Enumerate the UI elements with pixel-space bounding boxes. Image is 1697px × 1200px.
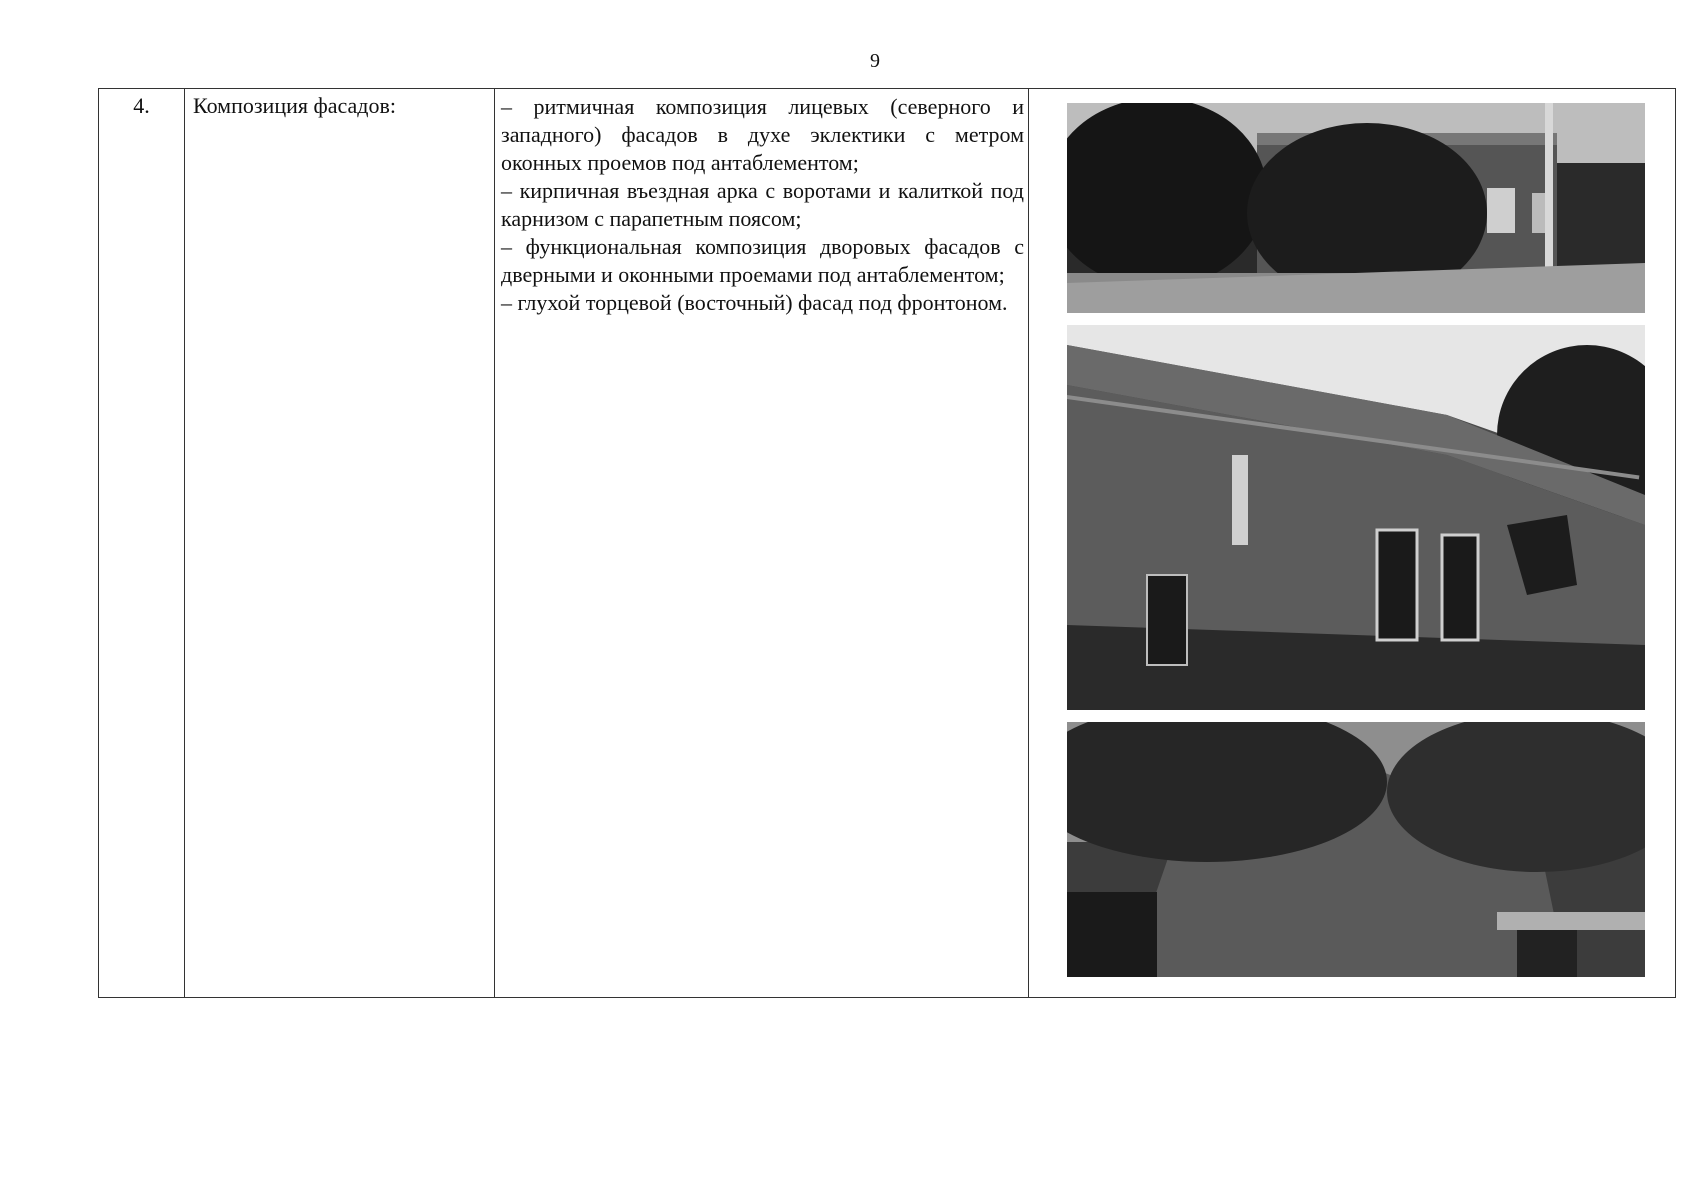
description-item: – ритмичная композиция лицевых (северного и западного) фасадов в духе эклектики с метром оконных проемов под антаблементом; bbox=[501, 94, 1024, 175]
description-item: – кирпичная въездная арка с воротами и калиткой под карнизом с парапетным поясом; bbox=[501, 178, 1024, 231]
facade-photo-courtyard bbox=[1067, 325, 1645, 710]
row-title: Композиция фасадов: bbox=[185, 89, 495, 998]
description-item: – глухой торцевой (восточный) фасад под фронтоном. bbox=[501, 290, 1008, 315]
table-row bbox=[99, 89, 1676, 998]
photo-cell bbox=[1029, 89, 1676, 998]
row-number: 4. bbox=[99, 89, 185, 998]
facade-photo-north-west bbox=[1067, 103, 1645, 313]
description-item: – функциональная композиция дворовых фасадов с дверными и оконными проемами под антаблементом; bbox=[501, 234, 1024, 287]
feature-table bbox=[98, 88, 1676, 998]
page-number: 9 bbox=[870, 50, 880, 72]
row-description bbox=[495, 89, 1029, 998]
facade-photo-east bbox=[1067, 722, 1645, 977]
